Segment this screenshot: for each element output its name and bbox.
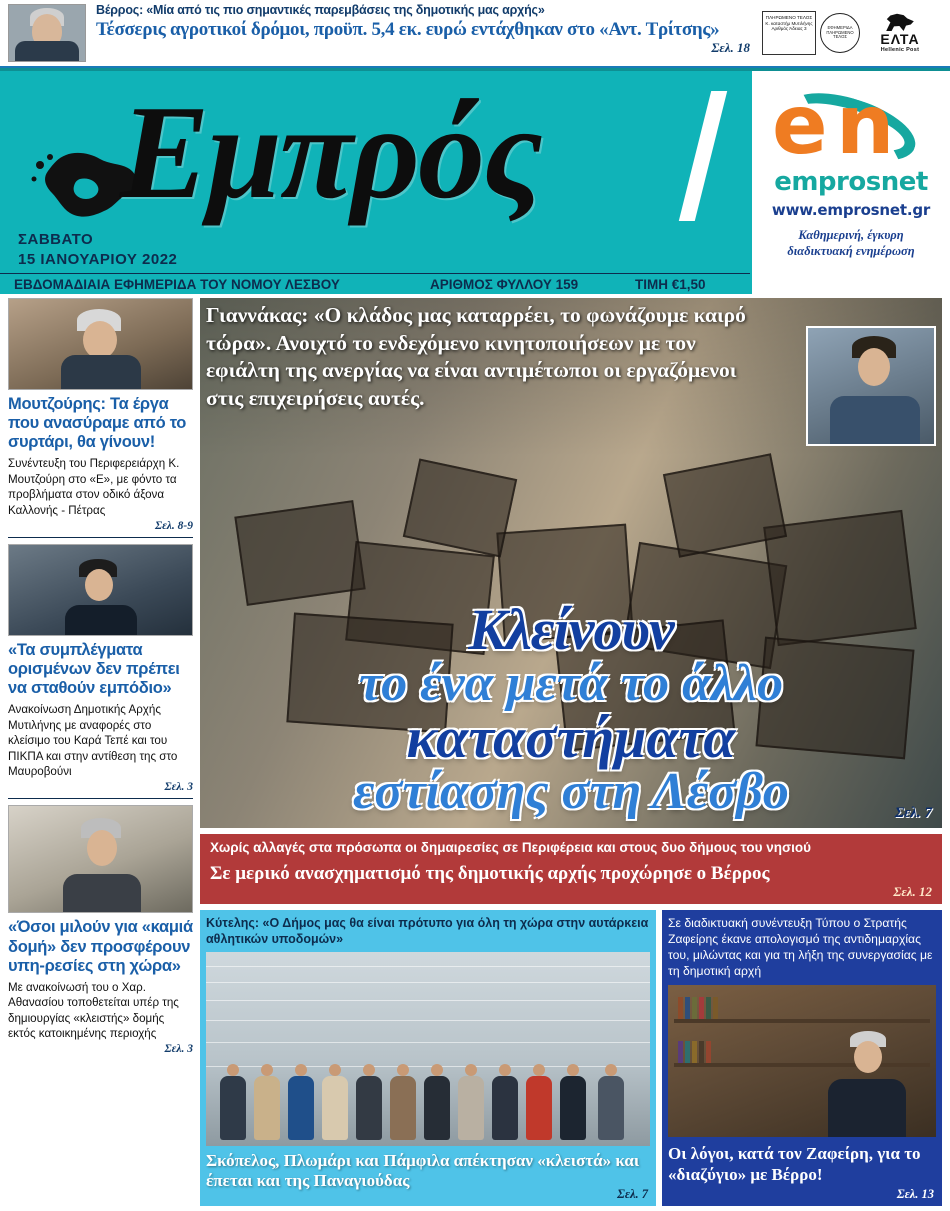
books-row-1 [678, 997, 718, 1019]
bottom-right-photo [668, 985, 936, 1137]
elta-horse-icon [885, 13, 915, 31]
left-story-2[interactable] [8, 544, 193, 793]
left-story-1[interactable] [8, 298, 193, 532]
top-banner-kicker: Βέρρος: «Μία από τις πιο σημαντικές παρεμβάσεις της δημοτικής μας αρχής» [96, 3, 545, 17]
bottom-right-page-ref: Σελ. 13 [896, 1187, 934, 1201]
lead-title-line-4: εστίασης στη Λέσβο [353, 763, 789, 821]
left-story-2-body: Ανακοίνωση Δημοτικής Αρχής Μυτιλήνης με αναφορές στο κλείσιμο του Καρά Τεπέ και του ΠΙΚΠΑ και στην αντίθεση της στο Μαυροβούνι [8, 703, 178, 778]
bottom-right-portrait [814, 1027, 918, 1137]
left-story-1-page-ref: Σελ. 8-9 [154, 520, 193, 532]
elta-logo [864, 13, 936, 53]
postage-stamps [762, 0, 950, 66]
bottom-center-story[interactable] [200, 910, 656, 1206]
red-banner-headline: Σε μερικό ανασχηματισμό της δημοτικής αρχής προχώρησε ο Βέρρος [210, 863, 770, 885]
top-banner-headline: Τέσσερις αγροτικοί δρόμοι, προϋπ. 5,4 εκ. ευρώ εντάχθηκαν στο «Αντ. Τρίτσης» [96, 19, 720, 40]
left-story-2-headline[interactable]: «Τα συμπλέγματα ορισμένων δεν πρέπει να σταθούν εμπόδιο» [8, 641, 180, 698]
en-letter-n: n [836, 78, 895, 173]
red-banner-subhead: Χωρίς αλλαγές στα πρόσωπα οι δημαιρεσίες σε Περιφέρεια και στους δυο δήμους του νησιού [210, 840, 812, 855]
masthead-divider [0, 273, 750, 274]
elta-subtitle: Hellenic Post [880, 47, 920, 53]
bottom-center-page-ref: Σελ. 7 [617, 1187, 648, 1201]
en-logo-icon [766, 77, 936, 173]
en-letter-e: e [772, 78, 828, 173]
group-of-people [206, 1044, 650, 1140]
bookshelf-shelf-1 [674, 1019, 930, 1023]
top-banner [0, 0, 950, 68]
lead-title-line-3: καταστήματα [406, 705, 736, 771]
masthead [0, 68, 950, 294]
left-divider-1 [8, 537, 193, 538]
left-story-1-photo [8, 298, 193, 390]
left-divider-2 [8, 798, 193, 799]
lead-story[interactable] [200, 298, 942, 828]
top-banner-text [92, 0, 762, 66]
masthead-day: ΣΑΒΒΑΤΟ [18, 231, 94, 248]
emprosnet-logo-block[interactable] [750, 71, 950, 297]
masthead-price: ΤΙΜΗ €1,50 [635, 277, 706, 292]
emprosnet-wordmark: emprosnet [774, 167, 928, 197]
left-story-2-page-ref: Σελ. 3 [164, 781, 193, 794]
lead-title-line-1: Κλείνουν [468, 597, 674, 663]
bottom-right-text: Σε διαδικτυακή συνέντευξη Τύπου ο Στρατής Ζαφείρης έκανε απολογισμό της αντιδημαρχίας του, μιλώντας και για τη λήξη της συνεργασίας με τη δημοτική αρχή [668, 916, 933, 978]
red-banner-story[interactable] [200, 834, 942, 904]
tagline-line-1: Καθημερινή, έγκυρη [798, 228, 904, 242]
lead-story-page-ref: Σελ. 7 [894, 805, 932, 821]
red-banner-page-ref: Σελ. 12 [893, 884, 932, 899]
left-story-3-headline[interactable]: «Όσοι μιλούν για «καμιά δομή» δεν προσφέρουν υπη-ρεσίες στη χώρα» [8, 918, 193, 975]
lead-story-portrait [806, 326, 936, 446]
books-row-2 [678, 1041, 711, 1063]
left-story-2-photo [8, 544, 193, 636]
left-story-1-body: Συνέντευξη του Περιφερειάρχη Κ. Μουτζούρη στο «Ε», με φόντο τα προβλήματα στον οδικό άξονα Καλλονής - Πέτρας [8, 457, 180, 517]
emprosnet-tagline [787, 227, 914, 260]
lead-title-line-2: το ένα μετά το άλλο [358, 655, 784, 713]
bottom-center-photo [206, 952, 650, 1146]
masthead-title: Εμπρός [120, 78, 541, 226]
elta-name: ΕΛΤΑ [880, 31, 920, 47]
left-column [8, 298, 193, 1055]
bottom-right-caption: Οι λόγοι, κατά τον Ζαφείρη, για το «διαζύγιο» με Βέρρο! [668, 1144, 921, 1184]
lead-story-title [200, 597, 942, 821]
lead-story-quote: Γιαννάκας: «Ο κλάδος μας καταρρέει, το φωνάζουμε καιρό τώρα». Ανοιχτό το ενδεχόμενο κινητοποιήσεων με τον εφιάλτη της ανεργίας να είναι αντιμέτωποι οι εργαζόμενοι στις επιχειρήσεις αυτές. [206, 303, 746, 410]
masthead-left [0, 71, 750, 297]
left-story-3-page-ref: Σελ. 3 [164, 1043, 193, 1056]
left-story-1-headline[interactable]: Μουτζούρης: Τα έργα που ανασύραμε από το συρτάρι, θα γίνουν! [8, 395, 187, 452]
left-story-3-photo [8, 805, 193, 913]
tagline-line-2: διαδικτυακή ενημέρωση [787, 244, 915, 259]
left-story-3-body: Με ανακοίνωσή του ο Χαρ. Αθανασίου τοποθετείται υπέρ της δημιουργίας «κλειστής» δομής εκτός κατοικημένης περιοχής [8, 980, 179, 1040]
masthead-issue-number: ΑΡΙΘΜΟΣ ΦΥΛΛΟΥ 159 [430, 277, 579, 292]
top-banner-page-ref: Σελ. 18 [711, 40, 750, 55]
postage-circle-stamp: ΕΦΗΜΕΡΙΔΑ ΠΛΗΡΩΜΕΝΟ ΤΕΛΟΣ [820, 13, 860, 53]
masthead-subtitle: ΕΒΔΟΜΑΔΙΑΙΑ ΕΦΗΜΕΡΙΔΑ ΤΟΥ ΝΟΜΟΥ ΛΕΣΒΟΥ [14, 277, 340, 292]
bottom-center-quote: Κύτελης: «Ο Δήμος μας θα είναι πρότυπο για όλη τη χώρα στην αυτάρκεια αθλητικών υποδομών» [206, 916, 649, 946]
page-content [0, 294, 950, 1211]
top-banner-portrait [8, 4, 86, 62]
bottom-right-story[interactable] [662, 910, 942, 1206]
lead-story-photo [200, 298, 942, 828]
masthead-date: 15 ΙΑΝΟΥΑΡΙΟΥ 2022 [18, 251, 178, 268]
emprosnet-url[interactable]: www.emprosnet.gr [771, 201, 931, 219]
postage-box: ΠΛΗΡΩΜΕΝΟ ΤΕΛΟΣ Κ. καταστήμ Μυτιλήνης Αριθμός Άδειας 3 [762, 11, 816, 55]
left-story-3[interactable] [8, 805, 193, 1055]
bottom-center-caption: Σκόπελος, Πλωμάρι και Πάμφιλα απέκτησαν «κλειστά» και έπεται και της Παναγιούδας [206, 1151, 640, 1190]
